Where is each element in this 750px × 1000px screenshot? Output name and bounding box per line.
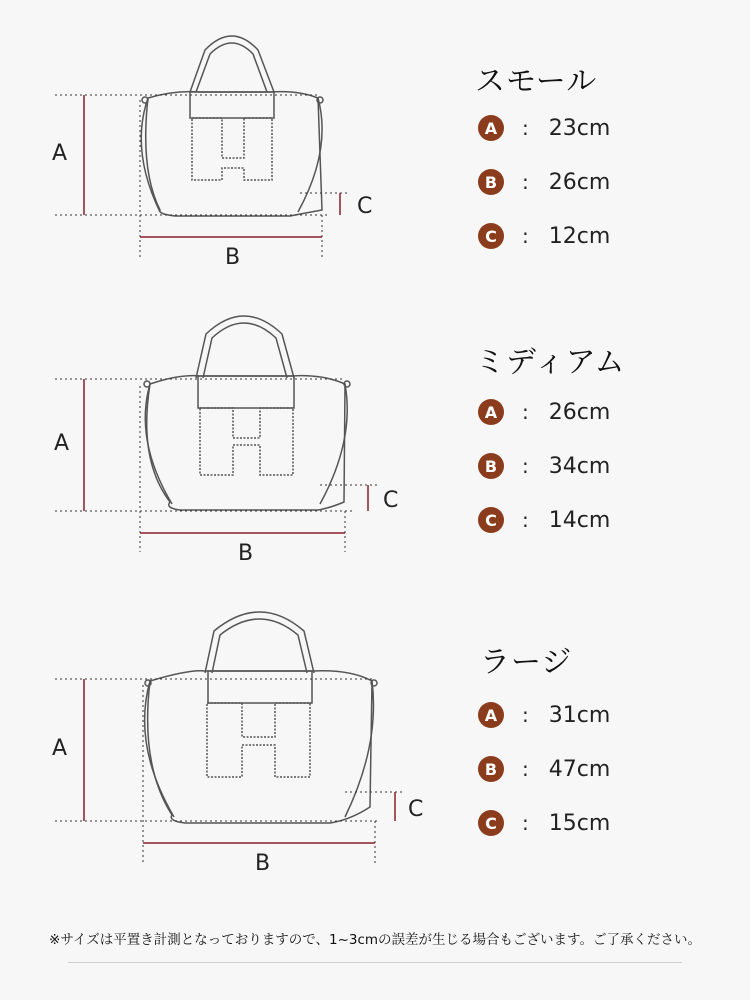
spec-row-b-small: [478, 167, 610, 197]
spec-row-c-medium: [478, 505, 610, 535]
spec-row-c-small: [478, 221, 610, 251]
divider: [68, 962, 682, 963]
value-c-medium: 14cm: [548, 507, 611, 533]
badge-a-medium: A: [478, 399, 504, 425]
value-a-medium: 26cm: [548, 399, 611, 425]
badge-b-large: B: [478, 756, 504, 782]
spec-row-a-small: [478, 113, 610, 143]
badge-b-small: B: [478, 169, 504, 195]
size-section-small: [0, 0, 750, 300]
size-title-small: スモール: [475, 64, 598, 99]
value-b-medium: 34cm: [548, 453, 611, 479]
badge-c-medium: C: [478, 507, 504, 533]
label-c-large: C: [408, 797, 424, 822]
label-a-large: A: [52, 736, 68, 761]
size-section-medium: [0, 290, 750, 590]
bag-outline-large: [145, 612, 377, 823]
label-b-large: B: [255, 851, 271, 876]
spec-row-c-large: [478, 808, 610, 838]
badge-b-medium: B: [478, 453, 504, 479]
colon: :: [522, 400, 529, 424]
label-c-small: C: [357, 194, 373, 219]
label-a-medium: A: [54, 431, 70, 456]
colon: :: [522, 703, 529, 727]
bag-outline-medium: [144, 316, 350, 510]
label-b-small: B: [225, 245, 241, 270]
badge-a-small: A: [478, 115, 504, 141]
colon: :: [522, 508, 529, 532]
spec-row-a-large: [478, 700, 610, 730]
colon: :: [522, 811, 529, 835]
colon: :: [522, 170, 529, 194]
value-c-large: 15cm: [548, 810, 611, 836]
value-b-large: 47cm: [548, 756, 611, 782]
value-b-small: 26cm: [548, 169, 611, 195]
value-a-small: 23cm: [548, 115, 611, 141]
size-section-large: [0, 595, 750, 895]
badge-c-small: C: [478, 223, 504, 249]
label-a-small: A: [52, 141, 68, 166]
measure-lines-large: [55, 679, 405, 863]
size-title-medium: ミディアム: [475, 345, 626, 380]
colon: :: [522, 224, 529, 248]
measure-lines-small: [55, 95, 350, 258]
spec-row-a-medium: [478, 397, 610, 427]
badge-c-large: C: [478, 810, 504, 836]
badge-a-large: A: [478, 702, 504, 728]
bag-outline-small: [141, 36, 323, 216]
colon: :: [522, 757, 529, 781]
footnote: ※サイズは平置き計測となっておりますので、1~3cmの誤差が生じる場合もございます。ご了承ください。: [49, 932, 701, 948]
bag-diagram-small: [0, 0, 450, 300]
value-a-large: 31cm: [548, 702, 611, 728]
spec-row-b-large: [478, 754, 610, 784]
colon: :: [522, 116, 529, 140]
colon: :: [522, 454, 529, 478]
measure-lines-medium: [55, 379, 378, 552]
spec-row-b-medium: [478, 451, 610, 481]
bag-diagram-medium: [0, 290, 450, 590]
label-b-medium: B: [238, 541, 254, 566]
size-title-large: ラージ: [480, 645, 573, 680]
label-c-medium: C: [383, 488, 399, 513]
value-c-small: 12cm: [548, 223, 611, 249]
bag-diagram-large: [0, 595, 450, 895]
